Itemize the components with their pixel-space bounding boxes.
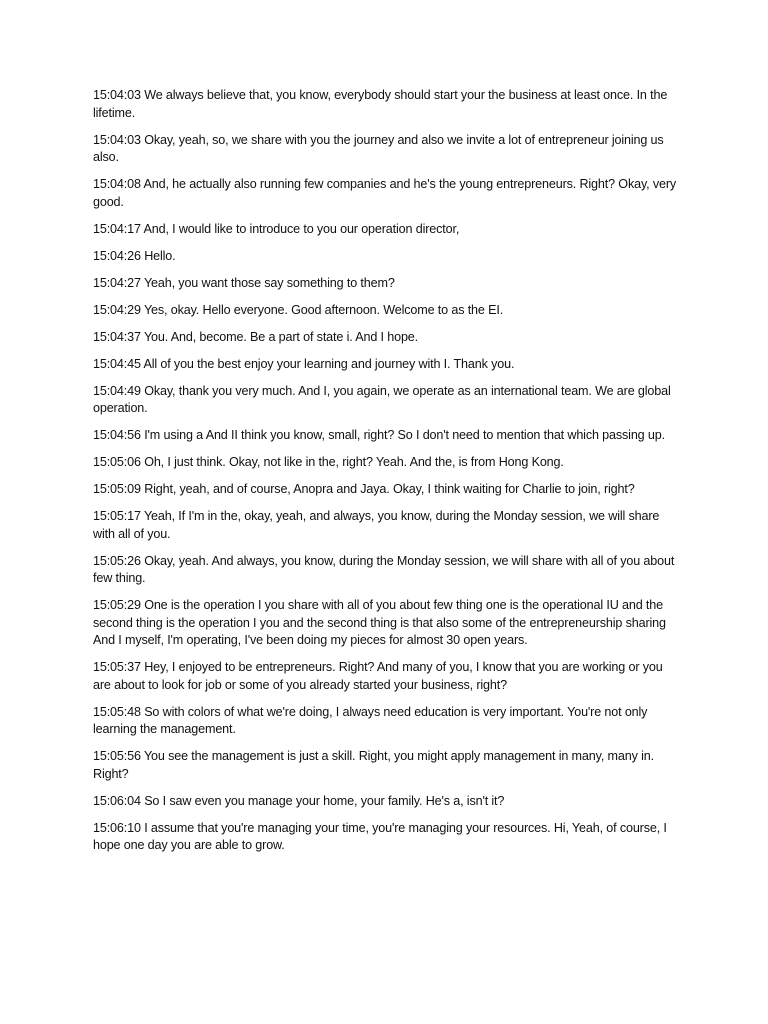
utterance: Right, yeah, and of course, Anopra and Jaya. Okay, I think waiting for Charlie to join, right? [144,482,635,496]
timestamp: 15:04:45 [93,356,141,371]
transcript-body [93,87,681,864]
utterance: Yes, okay. Hello everyone. Good afternoon. Welcome to as the EI. [143,302,504,317]
transcript-line [93,793,681,811]
timestamp: 15:04:29 [93,302,141,317]
timestamp: 15:04:17 [93,221,141,236]
timestamp: 15:04:37 [93,329,141,344]
utterance: So with colors of what we're doing, I always need education is very important. You're not only learning the management. [93,704,648,736]
timestamp: 15:04:49 [93,383,141,398]
utterance: And, he actually also running few companies and he's the young entrepreneurs. Right? Okay, very good. [93,177,677,209]
transcript-line [93,383,681,418]
transcript-line [93,659,681,694]
transcript-line [93,820,681,855]
timestamp: 15:04:56 [93,428,141,442]
utterance: And, I would like to introduce to you our operation director, [143,221,460,236]
transcript-line [93,221,681,239]
transcript-line [93,132,681,167]
utterance: You. And, become. Be a part of state i. And I hope. [143,329,418,344]
transcript-line [93,329,681,347]
utterance: I'm using a And II think you know, small, right? So I don't need to mention that which passing up. [144,428,665,442]
timestamp: 15:04:03 [93,88,141,102]
transcript-line [93,275,681,293]
timestamp: 15:04:26 [93,248,141,263]
timestamp: 15:05:37 [93,660,141,674]
timestamp: 15:05:48 [93,704,141,719]
utterance: I assume that you're managing your time, you're managing your resources. Hi, Yeah, of course, I hope one day you are able to grow. [93,820,667,852]
utterance: Okay, thank you very much. And I, you again, we operate as an international team. We are global operation. [93,383,671,415]
utterance: Oh, I just think. Okay, not like in the, right? Yeah. And the, is from Hong Kong. [144,455,564,469]
utterance: Yeah, If I'm in the, okay, yeah, and always, you know, during the Monday session, we will share with all of you. [93,509,660,541]
timestamp: 15:04:03 [93,132,141,147]
timestamp: 15:04:08 [93,177,141,191]
transcript-line [93,454,681,472]
timestamp: 15:05:09 [93,482,141,496]
utterance: All of you the best enjoy your learning and journey with I. Thank you. [143,356,515,371]
utterance: You see the management is just a skill. Right, you might apply management in many, many in. Right? [93,749,654,781]
timestamp: 15:05:06 [93,455,141,469]
transcript-line [93,302,681,320]
transcript-line [93,508,681,543]
utterance: So I saw even you manage your home, your family. He's a, isn't it? [144,793,505,808]
timestamp: 15:06:04 [93,793,141,808]
transcript-line [93,356,681,374]
timestamp: 15:05:29 [93,598,141,612]
utterance: Okay, yeah, so, we share with you the journey and also we invite a lot of entrepreneur joining us also. [93,132,664,164]
transcript-line [93,481,681,499]
transcript-line [93,176,681,211]
transcript-line [93,87,681,122]
utterance: Hey, I enjoyed to be entrepreneurs. Right? And many of you, I know that you are working or you are about to look for job or some of you already started your business, right? [93,660,663,692]
utterance: Okay, yeah. And always, you know, during the Monday session, we will share with all of you about few thing. [93,553,675,585]
transcript-line [93,427,681,445]
utterance: We always believe that, you know, everybody should start your the business at least once. In the lifetime. [93,88,668,120]
transcript-line [93,553,681,588]
timestamp: 15:05:26 [93,553,141,568]
transcript-line [93,597,681,650]
transcript-line [93,748,681,783]
transcript-line [93,704,681,739]
timestamp: 15:04:27 [93,275,141,290]
timestamp: 15:05:17 [93,509,141,523]
utterance: Hello. [144,248,176,263]
utterance: Yeah, you want those say something to them? [143,275,395,290]
timestamp: 15:06:10 [93,820,141,835]
transcript-line [93,248,681,266]
utterance: One is the operation I you share with all of you about few thing one is the operational IU and the second thing is the operation I you and the second thing is that also some of the entrepreneurship sharing And I myself, I'm operating, I've been doing my pieces for almost 30 open years. [93,598,666,647]
timestamp: 15:05:56 [93,749,141,763]
